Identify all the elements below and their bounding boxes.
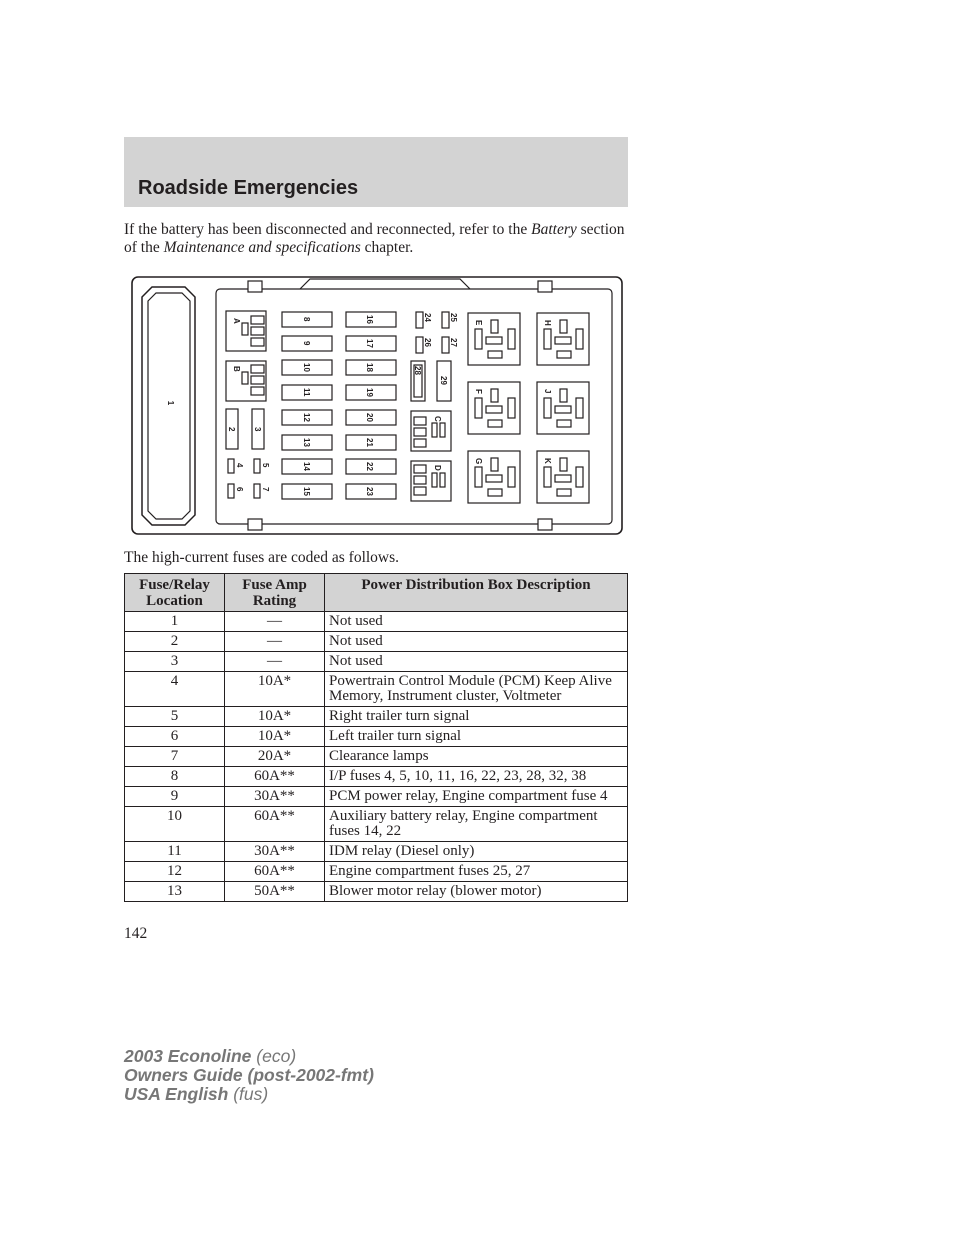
cell-location: 11 bbox=[125, 842, 225, 862]
relay-a-pin bbox=[251, 316, 264, 324]
fuse-28-label: 28 bbox=[413, 366, 422, 375]
housing-outline bbox=[132, 277, 622, 534]
mount-tab bbox=[538, 519, 552, 530]
relay-block-a bbox=[226, 311, 266, 351]
relay-j bbox=[537, 382, 589, 434]
fuse-23-label: 23 bbox=[365, 487, 374, 496]
header-location: Fuse/Relay Location bbox=[125, 574, 225, 612]
fuse-16-label: 16 bbox=[365, 315, 374, 324]
fuse-20-label: 20 bbox=[365, 413, 374, 422]
fuse-6-slot bbox=[228, 484, 234, 498]
fuse-2-label: 2 bbox=[227, 427, 236, 432]
fuse-25-slot bbox=[442, 312, 449, 328]
table-row bbox=[125, 882, 628, 902]
header-description: Power Distribution Box Description bbox=[325, 574, 628, 612]
relay-c-pin bbox=[414, 428, 426, 436]
relay-a-pin bbox=[242, 323, 248, 335]
cell-description: Not used bbox=[325, 652, 628, 672]
fuse-7-label: 7 bbox=[261, 487, 270, 492]
relay-g-label: G bbox=[474, 458, 483, 465]
cell-description: Left trailer turn signal bbox=[325, 727, 628, 747]
fuse-19-label: 19 bbox=[365, 388, 374, 397]
footer-model-code: (eco) bbox=[256, 1046, 297, 1066]
page-number: 142 bbox=[124, 925, 148, 942]
table-row bbox=[125, 747, 628, 767]
cell-rating: 20A* bbox=[225, 747, 325, 767]
section-header-band bbox=[124, 137, 628, 207]
table-row bbox=[125, 632, 628, 652]
relay-c-pin bbox=[414, 417, 426, 425]
relay-c-label: C bbox=[433, 416, 442, 422]
table-row bbox=[125, 727, 628, 747]
fuse-10-label: 10 bbox=[302, 363, 311, 372]
cell-rating: 10A* bbox=[225, 672, 325, 707]
chapter-reference: Maintenance and specifications bbox=[163, 239, 361, 256]
fuse-12-label: 12 bbox=[302, 413, 311, 422]
fuse-11-label: 11 bbox=[302, 388, 311, 397]
cell-rating: 10A* bbox=[225, 727, 325, 747]
relay-b-pin bbox=[251, 376, 264, 384]
footer-language-code: (fus) bbox=[233, 1084, 269, 1104]
fuse-3-label: 3 bbox=[253, 427, 262, 432]
fuse-8-label: 8 bbox=[302, 317, 311, 322]
relay-d-pin bbox=[414, 476, 426, 484]
cell-rating: — bbox=[225, 612, 325, 632]
relay-j-label: J bbox=[543, 389, 552, 394]
fuse-9-label: 9 bbox=[302, 341, 311, 346]
cell-description: Powertrain Control Module (PCM) Keep Alive Memory, Instrument cluster, Voltmeter bbox=[325, 672, 628, 707]
relay-d-pin bbox=[432, 473, 437, 487]
cell-description: Not used bbox=[325, 632, 628, 652]
cell-rating: 60A** bbox=[225, 862, 325, 882]
cell-rating: 10A* bbox=[225, 707, 325, 727]
relay-b-pin bbox=[242, 372, 248, 384]
fuse-column-8-15 bbox=[282, 312, 332, 499]
relay-a-pin bbox=[251, 338, 264, 346]
cell-location: 5 bbox=[125, 707, 225, 727]
intro-text-2: section of the bbox=[124, 221, 625, 256]
relay-b-label: B bbox=[232, 366, 241, 372]
mount-tab bbox=[248, 519, 262, 530]
cell-location: 10 bbox=[125, 807, 225, 842]
cell-location: 6 bbox=[125, 727, 225, 747]
cell-rating: 30A** bbox=[225, 787, 325, 807]
cell-location: 3 bbox=[125, 652, 225, 672]
battery-section-reference: Battery bbox=[531, 221, 577, 238]
cell-location: 7 bbox=[125, 747, 225, 767]
table-row bbox=[125, 862, 628, 882]
mount-tab bbox=[248, 281, 262, 292]
table-intro: The high-current fuses are coded as follows. bbox=[124, 549, 400, 566]
cell-location: 2 bbox=[125, 632, 225, 652]
top-ridge bbox=[300, 279, 470, 289]
footer-model: 2003 Econoline bbox=[124, 1046, 252, 1066]
fuse-7-slot bbox=[254, 484, 260, 498]
cell-description: Right trailer turn signal bbox=[325, 707, 628, 727]
power-distribution-box-diagram bbox=[130, 275, 624, 537]
cell-location: 13 bbox=[125, 882, 225, 902]
relay-c-pin bbox=[432, 423, 437, 437]
footer-line-2: Owners Guide (post-2002-fmt) bbox=[124, 1065, 374, 1085]
cell-location: 12 bbox=[125, 862, 225, 882]
fuse-column-16-23 bbox=[346, 312, 396, 499]
fuse-24-label: 24 bbox=[423, 313, 432, 322]
fuse-4-slot bbox=[228, 459, 234, 473]
fuse-22-label: 22 bbox=[365, 462, 374, 471]
cell-rating: — bbox=[225, 632, 325, 652]
cell-rating: — bbox=[225, 652, 325, 672]
table-row bbox=[125, 652, 628, 672]
cell-description: I/P fuses 4, 5, 10, 11, 16, 22, 23, 28, 32, 38 bbox=[325, 767, 628, 787]
cell-location: 8 bbox=[125, 767, 225, 787]
relay-b-pin bbox=[251, 365, 264, 373]
fuse-table bbox=[124, 573, 628, 902]
intro-text-3: chapter. bbox=[364, 239, 414, 256]
fuse-14-label: 14 bbox=[302, 462, 311, 471]
cell-rating: 60A** bbox=[225, 807, 325, 842]
cell-description: Blower motor relay (blower motor) bbox=[325, 882, 628, 902]
cell-description: IDM relay (Diesel only) bbox=[325, 842, 628, 862]
relay-h-label: H bbox=[543, 320, 552, 326]
relay-c-pin bbox=[414, 439, 426, 447]
table-row bbox=[125, 842, 628, 862]
cell-description: Engine compartment fuses 25, 27 bbox=[325, 862, 628, 882]
relay-c-pin bbox=[440, 423, 445, 437]
relay-h bbox=[537, 313, 589, 365]
intro-paragraph bbox=[124, 221, 628, 257]
fuse-15-label: 15 bbox=[302, 487, 311, 496]
fuse-5-slot bbox=[254, 459, 260, 473]
table-row bbox=[125, 707, 628, 727]
fuse-13-label: 13 bbox=[302, 438, 311, 447]
table-row bbox=[125, 672, 628, 707]
fuse-1-label: 1 bbox=[166, 400, 175, 406]
fuse-21-label: 21 bbox=[365, 438, 374, 447]
table-row bbox=[125, 787, 628, 807]
table-row bbox=[125, 767, 628, 787]
relay-a-pin bbox=[251, 327, 264, 335]
fuse-27-label: 27 bbox=[449, 338, 458, 347]
cell-rating: 50A** bbox=[225, 882, 325, 902]
footer-line-1 bbox=[124, 1047, 374, 1066]
relay-e-label: E bbox=[474, 320, 483, 326]
fuse-29-label: 29 bbox=[439, 376, 448, 385]
table-row bbox=[125, 807, 628, 842]
fuse-1-inner bbox=[148, 293, 190, 519]
cell-description: Auxiliary battery relay, Engine compartment fuses 14, 22 bbox=[325, 807, 628, 842]
mount-tab bbox=[538, 281, 552, 292]
fuse-18-label: 18 bbox=[365, 363, 374, 372]
cell-rating: 60A** bbox=[225, 767, 325, 787]
cell-description: Not used bbox=[325, 612, 628, 632]
relay-d-pin bbox=[440, 473, 445, 487]
relay-k bbox=[537, 451, 589, 503]
footer-line-3 bbox=[124, 1085, 374, 1104]
relay-a-label: A bbox=[232, 318, 241, 324]
table-header-row bbox=[125, 574, 628, 612]
fuse-4-label: 4 bbox=[235, 463, 244, 468]
fuse-5-label: 5 bbox=[261, 463, 270, 468]
cell-location: 4 bbox=[125, 672, 225, 707]
fuse-6-label: 6 bbox=[235, 487, 244, 492]
relay-d-pin bbox=[414, 487, 426, 495]
fuse-25-label: 25 bbox=[449, 313, 458, 322]
section-title: Roadside Emergencies bbox=[138, 177, 359, 199]
document-footer bbox=[124, 1047, 374, 1104]
relay-d-label: D bbox=[433, 465, 442, 471]
relay-g bbox=[468, 451, 520, 503]
relay-k-label: K bbox=[543, 458, 552, 464]
relay-b-pin bbox=[251, 387, 264, 395]
fuse-26-slot bbox=[416, 337, 423, 353]
cell-rating: 30A** bbox=[225, 842, 325, 862]
fuse-17-label: 17 bbox=[365, 339, 374, 348]
fuse-1-slot bbox=[142, 287, 195, 525]
relay-d-pin bbox=[414, 465, 426, 473]
cell-description: PCM power relay, Engine compartment fuse 4 bbox=[325, 787, 628, 807]
table-row bbox=[125, 612, 628, 632]
cell-location: 9 bbox=[125, 787, 225, 807]
cell-location: 1 bbox=[125, 612, 225, 632]
footer-language: USA English bbox=[124, 1084, 229, 1104]
relay-f-label: F bbox=[474, 389, 483, 394]
header-rating: Fuse Amp Rating bbox=[225, 574, 325, 612]
intro-text-1: If the battery has been disconnected and reconnected, refer to the bbox=[124, 221, 528, 238]
fuse-26-label: 26 bbox=[423, 338, 432, 347]
cell-description: Clearance lamps bbox=[325, 747, 628, 767]
fuse-27-slot bbox=[442, 337, 449, 353]
relay-f bbox=[468, 382, 520, 434]
fuse-24-slot bbox=[416, 312, 423, 328]
relay-e bbox=[468, 313, 520, 365]
